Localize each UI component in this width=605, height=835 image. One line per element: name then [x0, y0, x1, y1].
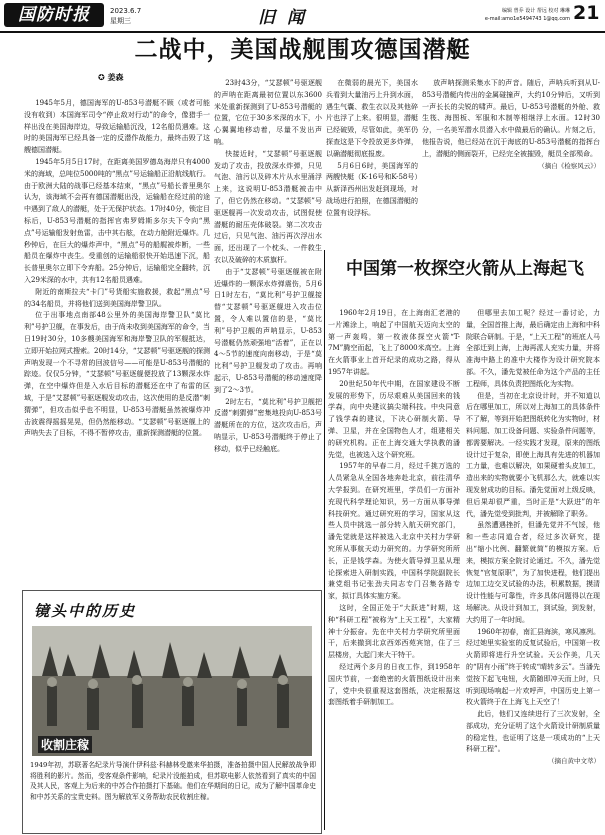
section-title: 旧闻	[258, 8, 316, 28]
article-column-2	[214, 78, 322, 584]
newspaper-logo: 国防时报	[4, 3, 104, 27]
article-column-3	[326, 78, 418, 288]
article-paragraph: 2时左右，“莫比利”号护卫舰把反潜“刺猬弹”密集地投向U-853号潜艇所在的方位，这次攻击后，声呐显示，U-853号潜艇终于停止了移动，似乎已经触底。	[214, 397, 322, 453]
article-paragraph: 这时，全国正处于“大跃进”时期，这种“科研工程”被称为“上天工程”，大家精神十分振奋。先在中关村力学研究所里面干，后来撤到北京西郊西苑宾馆，住了三层楼房，大起门来大干特干。	[328, 603, 460, 660]
article-paragraph: 虽然遭遇挫折，但潘先觉并不气馁，他和一些志同道合者，经过多次研究，提出“缩小比例、翻繁就简”的模拟方案。后来，模拟方案全院讨论通过。不久，潘先觉恢复“官复原职”，为了加快进程，他们提出边加工边交叉试验的办法，积累数据，摸清设计性能与可靠性，许多具体问题得以在现场解决。从设计到加工，到试验，到发射，大约用了一年时间。	[466, 521, 600, 624]
article-paragraph: 放声呐探测采集水下的声音。随后，声呐兵听到从U-853号潜艇内传出的金属碰撞声，大约10分钟后，又听到一声长长的尖锐的啸声。最后，U-853号潜艇的外舱、救生筏、海图板、军服和木制等相继浮上水面。12时30分，一名美军潜水员潜入水中做最后的确认。片刻之后，他报告说，他已经站在沉于海底的U-853号潜艇的指挥台上，潜艇的侧面裂开，已经完全被摧毁，艇员全部殒命。	[422, 79, 600, 158]
article-paragraph: 23时43分，“艾瑟顿”号驱逐舰的声呐在距离最初位置以东3600米处重新探测到了U-853号潜艇的位置，它位于30多米深的水下，小心翼翼地移动着，尽量不发出声响。	[214, 79, 322, 146]
article2-column-2	[466, 308, 600, 832]
editor-credits	[438, 7, 570, 23]
article-paragraph: 快接近时，“艾瑟顿”号驱逐舰发动了攻击，投放深水炸弹，只见气泡、油污以及碎木片从水里涌浮上来，这说明U-853潜艇被击中了，但它仍然在移动。“艾瑟顿”号驱逐舰再一次发动攻击，试图促使潜艇的耐压壳体破裂。第二次攻击过后，只见气泡、油污再次浮出水面，还出现了一个枕头、一件救生衣以及破碎的木质旗杆。	[214, 149, 322, 264]
masthead	[0, 0, 605, 32]
article-paragraph: 在微弱的晨光下，美国水兵看到大量油污上升到水面，遇生气囊、救生衣以及其他碎片也浮了上来。很明显，潜艇已经破毁，尽管如此，美军仍探查这是下令投放更多炸弹，以确潜艇彻底报废。	[326, 79, 418, 158]
second-headline: 中国第一枚探空火箭从上海起飞	[346, 259, 584, 279]
article-paragraph: 位于出事地点南部48公里外的美国海岸警卫队“莫比利”号护卫舰，在事发后，由于尚未收到美国海军的命令，当日19时30分，10多艘美国海军和海岸警卫队的军舰抵达，立即开始拉网式搜索。20时14分，“艾瑟顿”号驱逐舰的探测声呐发现一个不寻常的回波信号——可能是U-853号潜艇的踪迹。仅仅5分钟，“艾瑟顿”号驱逐舰便投放了13颗深水炸弹，在空中爆炸但是入水后目标的潜艇还在中了布雷的区域，于是“艾瑟顿”号驱逐舰发动攻击，这次使用的是反潜“刺猬弹”，但攻击似乎也不明显，U-853号潜艇虽然被爆炸冲击波震得摇摇晃晃，但仍然能移动。“艾瑟顿”号驱逐舰上的声呐失去了目标，不得不暂停攻击，重新探测潜艇的位置。	[24, 311, 210, 438]
article-paragraph: 由于“艾瑟顿”号驱逐舰被在附近爆炸的一颗深水炸弹震伤，5月6日1时左右，“莫比利”号护卫舰接替“艾瑟顿”号驱逐舰进入攻击位置，令人难以置信的是，“莫比利”号护卫舰的声呐显示，U-853号潜艇仍然顽强地“活着”，正在以4～5节的速度向南移动，于是“莫比利”号护卫舰发动了攻击。再响起示，U-853号潜艇的移动速度降到了2～3节。	[214, 267, 322, 394]
page-number: 21	[573, 2, 600, 24]
weekday-text: 星期三	[110, 17, 131, 25]
article-paragraph: 经过两个多月的日夜工作，到1958年国庆节前，一套绝密的火箭图纸设计出来了，党中央很重视这套图纸，决定根据这套图纸着手研制加工。	[328, 662, 460, 707]
date-text: 2023.6.7	[110, 7, 142, 15]
article-paragraph: 20世纪50年代中期，在国家建设不断发展的形势下，历尽艰难从美国回来的钱学森，向中央建议搞尖端科技。中央同意了钱学森的建议，下决心研制火箭、导弹、卫星，并在全国物色人才，组建相关的研究机构。正在上海交通大学执教的潘先觉，也被选入这个研究班。	[328, 379, 460, 459]
article-source: （摘自黄中文萃）	[548, 757, 600, 766]
article-paragraph: 此后，他们又连续进行了三次发射，全部成功，充分证明了这个火箭设计研制质量的稳定性，也证明了这是一项成功的“上天科研工程”。	[466, 710, 600, 754]
article-column-4	[422, 78, 600, 288]
column-divider	[324, 250, 325, 830]
article-paragraph: 但哪里去加工呢？经过一番讨论，力量，全国首推上海，最后确定由上海和中科院联合研制。于是，“上天工程”的班底人马全部迁到上海，上海再派人充实力量，并将准海中路上的准中大楼作为设计研究院本部。不久，潘先觉被任命为这个产品的主任工程师，具体负责把图纸化为实物。	[466, 309, 600, 388]
editor-names: 编辑 曾乔 设计 帮远 校对 琳琳	[502, 8, 570, 14]
photo-caption: 1949年初，苏联著名纪录片导演什伊科兹·科赫林受邀来华拍摄，准备拍摄中国人民解放战争即将胜利的影片。然而，受客观条件影响，纪录片没能拍成，但苏联电影人依然看到了真实的中国及其人民，客观上为后来的中苏合作拍摄打下基础。他们在华期间的日记，成为了解中国革命史和中苏关系的宝贵史料。图为解放军义务帮助农民收割庄稼。	[30, 761, 316, 801]
photo-label: 收割庄稼	[38, 736, 92, 753]
article-paragraph: 1957年的早春二月，经过千挑万选的人员紧急从全国各地奔赴北京，前往清华大学报到。在研究班里，学员们一方面补充现代科学理论知识，另一方面从事导弹科技研究。通过研究班的学习，国家从这些人员中挑选一部分转入航天研究部门，潘先觉就是这样被选入北京中关村力学研究所从事航天动力研究的。力学研究所所长，正是钱学森。为使火箭导弹卫星从理论探索进入研制实践，中国科学院副院长兼党组书记张劲夫同志专门召集各路专家，拟订具体实施方案。	[328, 462, 460, 601]
article-source: （摘自《检察风云》）	[538, 161, 600, 170]
header-rule	[0, 31, 605, 33]
article2-column-1	[328, 308, 460, 832]
article-paragraph: 但是，当初在北京设计时，并不知道以后在哪里加工，所以对上海加工的具体条件不了解，等到开始把图纸转化为实物时，材料问题、加工设备问题、实验条件问题等，都需要解决。一经实践才发现，原来的图纸设计过于复杂，即使上海具有先进的机器加工力量，也难以解决，如果硬着头皮加工，造出来的实物就要小飞机那么大，就难以实现发射成功的目标。潘先觉面对上级反映，但后果却很严重，当时正是“大跃进”的年代，潘先觉受到批判，并被解除了职务。	[466, 391, 600, 518]
article-paragraph: 5月6日6时，美国海军的两艘快艇（K-16号和K-58号）从新泽西州出发赶到现场，对战场进行拍照，在德国潜艇的位置有设浮标。	[326, 161, 418, 217]
article-column-1	[24, 98, 210, 588]
history-title: 镜头中的历史	[34, 602, 137, 620]
issue-date	[110, 6, 141, 26]
main-headline: 二战中，美国战舰围攻德国潜艇	[134, 37, 471, 63]
article-paragraph: 1960年2月19日，在上海南汇老港的一片滩涂上，响起了中国航天迈向太空的第一声轰鸣，第一枚液体探空火箭“T-7M”腾空而起，飞上了8000米高空。上海在火箭事业上首开纪录的成功之路，得从1957年讲起。	[328, 309, 460, 376]
editor-email: e-mail:amo1e5494743 1@qq.com	[484, 16, 570, 22]
article-paragraph: 1945年5月，德国海军的U-853号潜艇不顾（或者可能没有收到）本国海军司令“停止敌对行动”的命令，像猎手一样出没在美国海岸边，导致运输船沉没，12名船员遇难。这时的美国海军已经具备一定的反潜作战能力，最终击毁了这艘德国潜艇。	[24, 99, 210, 155]
article-paragraph: 附近的南斯拉夫“卡门”号货船实施救援，救起“黑点”号的34名船员，并将他们送到美国海岸警卫队。	[24, 287, 210, 308]
article-paragraph: 1960年初春，南汇县海滨，寒风凛冽。经过她里实验室的反复试验后，中国第一枚火箭即将进行升空试验。天公作美，几天的“阴有小雨”终于转成“晴转多云”。当潘先觉按下起飞电钮，火箭随即冲天而上时，只听到现场响起一片欢呼声，中国历史上第一枚火箭终于在上海飞上天空了！	[466, 627, 600, 707]
author-byline: ✪ 姜森	[98, 73, 124, 82]
article-paragraph: 1945年5月5日17时，在距离美国罗德岛海岸只有4000米的海域，总吨位5000吨的“黑点”号运输船正沿航线航行。由于欧洲大陆的战事已经基本结束，“黑点”号船长普里奥尔认为，该海域不会再有德国潜艇出没，运输船在经过前的途中遇到了敌人的潜艇，处于无保护状态。17时40分，锁定目标后，U-853号潜艇的指挥官弗罗姆斯多尔夫下令向“黑点”号运输船发射鱼雷，击中其右舷，在动力舱附近爆炸。几秒钟后，在巨大的爆炸声中，“黑点”号的船艉被炸断，一些船员在爆炸中丧生。受重创的运输船很快开始迅速下沉，船长普里奥尔立即下令弃船。25分钟后，运输船完全翻转，沉入29米深的水中，共有12名船员遇难。	[24, 157, 210, 284]
